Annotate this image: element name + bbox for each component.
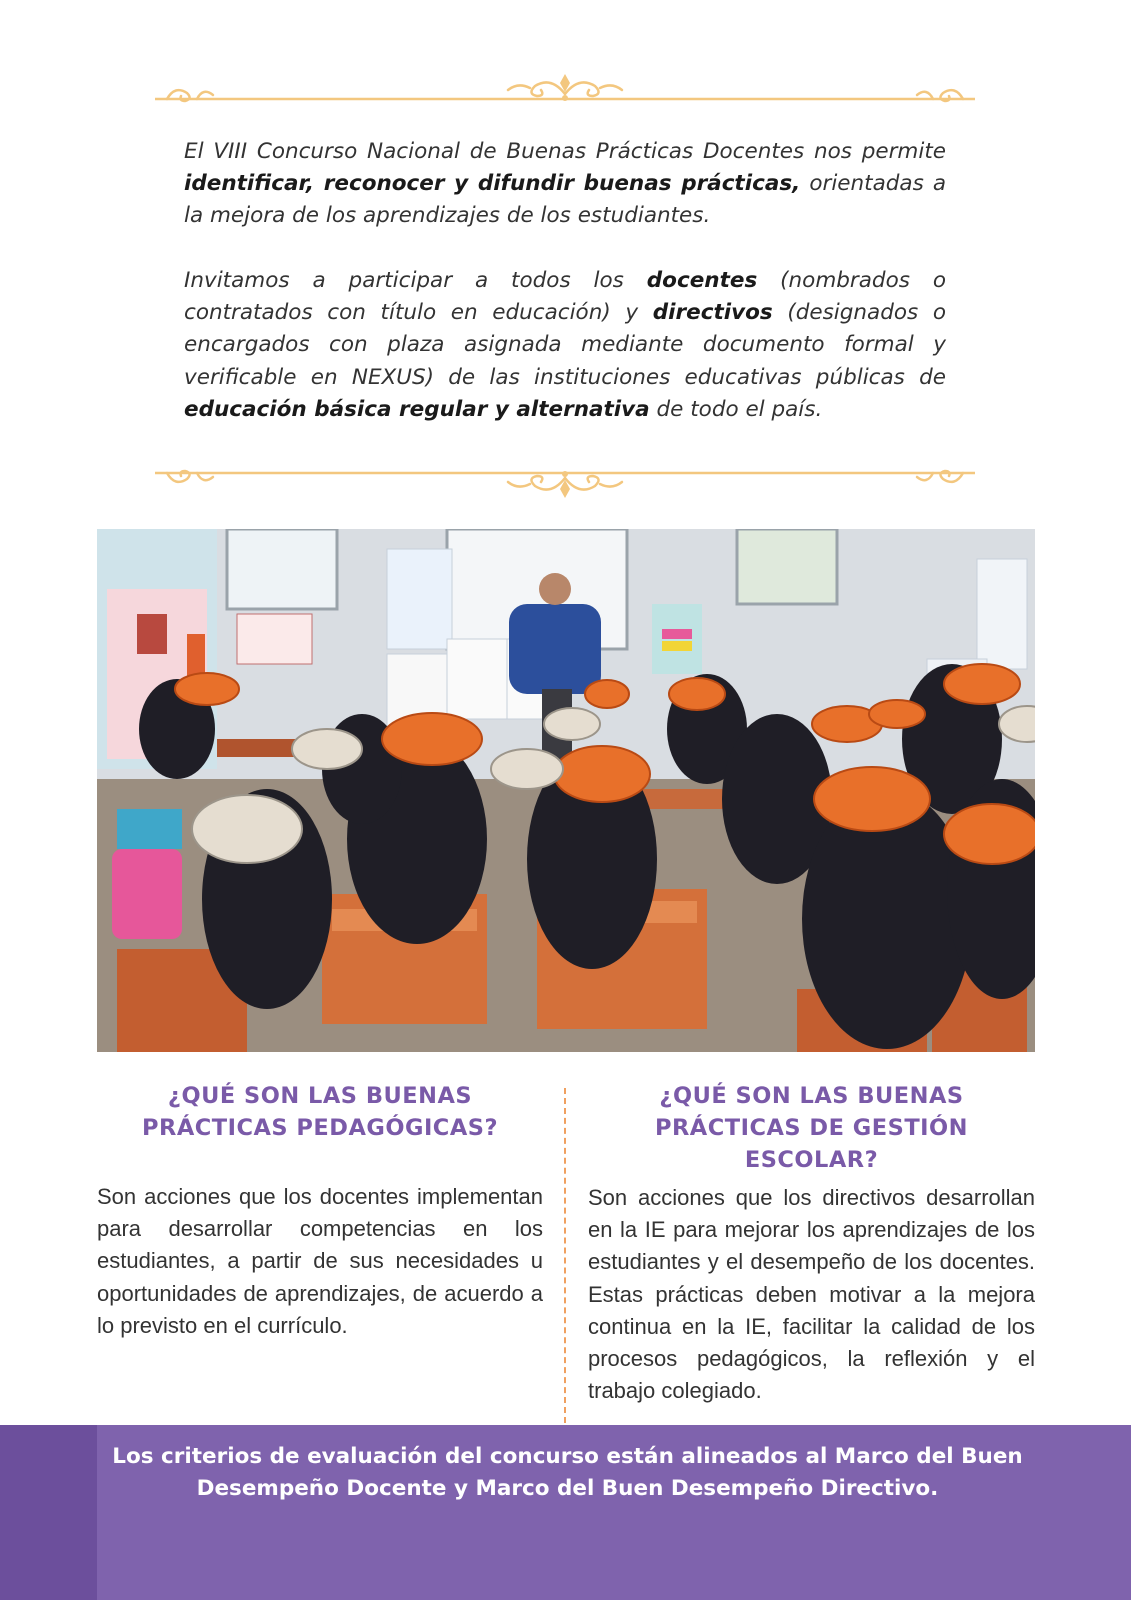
intro-emphasis: identificar, reconocer y difundir buenas prácticas, <box>184 171 801 197</box>
column-divider <box>564 1088 566 1423</box>
classroom-photo <box>97 529 1035 1052</box>
intro-text: orientadas a la mejora de los aprendizajes de los estudiantes. <box>184 171 946 229</box>
pedagogical-practices-heading: ¿QUÉ SON LAS BUENAS PRÁCTICAS PEDAGÓGICAS? <box>142 1083 498 1141</box>
pedagogical-practices-section <box>97 1080 543 1342</box>
intro-emphasis: docentes <box>646 268 758 293</box>
pedagogical-practices-description: Son acciones que los docentes implementan para desarrollar competencias en los estudiantes, a partir de sus necesidades u oportunidades de aprendizajes, de acuerdo a lo previsto en el currículo. <box>97 1184 543 1338</box>
intro-text: de todo el país. <box>649 396 823 422</box>
bottom-ornament-divider <box>155 462 975 502</box>
intro-emphasis: educación básica regular y alternativa <box>184 396 650 422</box>
management-practices-heading: ¿QUÉ SON LAS BUENAS PRÁCTICAS DE GESTIÓN ESCOLAR? <box>654 1083 969 1173</box>
classroom-image <box>97 529 1035 1052</box>
top-ornament-divider <box>155 72 975 112</box>
intro-paragraph-contest <box>184 136 946 233</box>
intro-text: El VIII Concurso Nacional de Buenas Prácticas Docentes nos permite <box>184 139 946 164</box>
intro-text: (nombrados o contratados con título en educación) y <box>184 268 946 326</box>
intro-text: Invitamos a participar a todos los <box>184 268 647 293</box>
intro-text: (designados o encargados con plaza asignada mediante documento formal y verificable en NEXUS) de las instituciones educativas públicas de <box>184 300 947 390</box>
intro-paragraph-invitation <box>184 265 946 426</box>
intro-emphasis: directivos <box>652 300 773 326</box>
evaluation-criteria-note: Los criterios de evaluación del concurso están alineados al Marco del Buen Desempeño Docente y Marco del Buen Desempeño Directivo. <box>112 1444 1023 1501</box>
footer-accent-block <box>0 1425 97 1600</box>
management-practices-description: Son acciones que los directivos desarrollan en la IE para mejorar los aprendizajes de los estudiantes y el desempeño de los docentes. Estas prácticas deben motivar a la mejora continua en la IE, facilitar la calidad de los procesos pedagógicos, la reflexión y el trabajo colegiado. <box>588 1185 1035 1404</box>
flourish-icon <box>155 72 975 112</box>
flourish-icon <box>155 462 975 502</box>
management-practices-section <box>588 1080 1035 1407</box>
